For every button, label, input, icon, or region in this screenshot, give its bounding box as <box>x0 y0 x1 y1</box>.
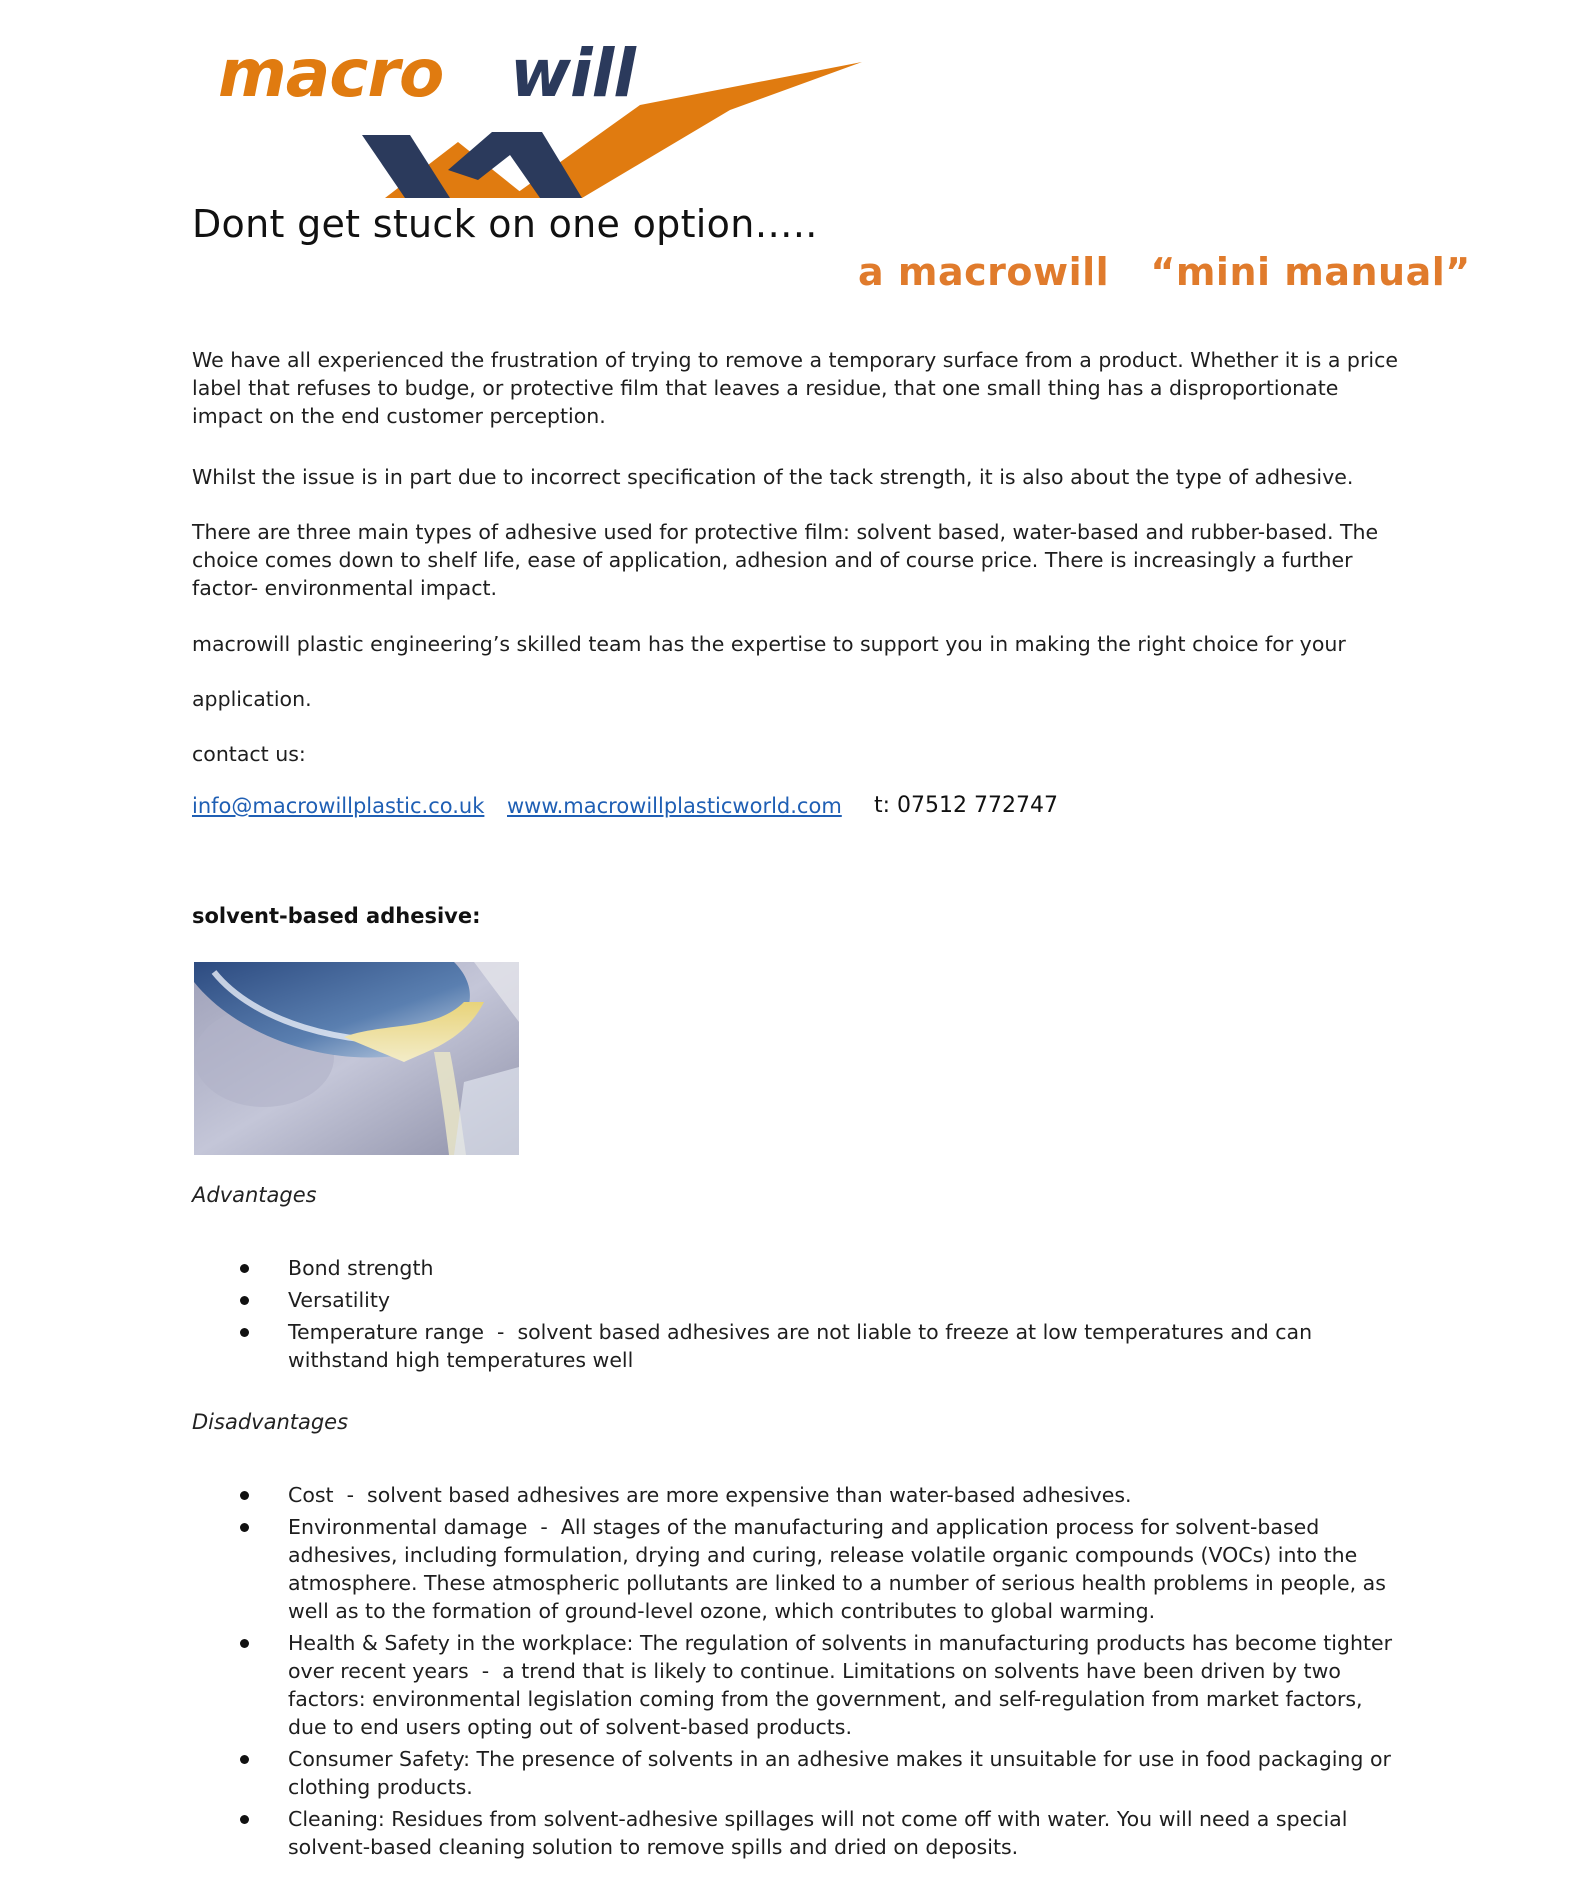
list-item <box>192 1805 1407 1861</box>
page-headline: Dont get stuck on one option….. <box>192 202 818 246</box>
contact-label: contact us: <box>192 742 306 766</box>
bullet-icon <box>240 1523 249 1532</box>
list-item-text: Consumer Safety: The presence of solvents in an adhesive makes it unsuitable for use in food packaging or clothing products. <box>288 1747 1391 1799</box>
list-item-text: Environmental damage - All stages of the manufacturing and application process for solvent-based adhesives, including formulation, drying and curing, release volatile organic compounds (VOCs) into the atmosphere. These atmospheric pollutants are linked to a number of serious health problems in people, as well as to the formation of ground-level ozone, which contributes to global warming. <box>288 1515 1386 1623</box>
list-item-text: Cleaning: Residues from solvent-adhesive spillages will not come off with water. You will need a special solvent-based cleaning solution to remove spills and dried on deposits. <box>288 1807 1348 1859</box>
email-link[interactable]: info@macrowillplastic.co.uk <box>192 794 485 818</box>
page-subheadline: a macrowill “mini manual” <box>858 250 1471 294</box>
list-item-text: Bond strength <box>288 1256 434 1280</box>
adhesive-types-paragraph: There are three main types of adhesive used for protective film: solvent based, water-based and rubber-based. The choice comes down to shelf life, ease of application, adhesion and of course price. There is increasingly a further factor- environmental impact. <box>192 520 1379 600</box>
list-item-text: Temperature range - solvent based adhesives are not liable to freeze at low temperatures and can withstand high temperatures well <box>288 1320 1313 1372</box>
intro-paragraph: We have all experienced the frustration of trying to remove a temporary surface from a product. Whether it is a price label that refuses to budge, or protective film that leaves a residue, that one small thing has a disproportionate impact on the end customer perception. <box>192 348 1398 428</box>
list-item <box>192 1286 1407 1314</box>
phone-number: t: 07512 772747 <box>874 793 1058 818</box>
expertise-paragraph-continued: application. <box>192 687 312 711</box>
list-item <box>192 1481 1407 1509</box>
list-item <box>192 1745 1407 1801</box>
bullet-icon <box>240 1264 249 1273</box>
bullet-icon <box>240 1491 249 1500</box>
bullet-icon <box>240 1815 249 1824</box>
disadvantages-label: Disadvantages <box>192 1410 349 1434</box>
list-item <box>192 1254 1407 1282</box>
tack-strength-paragraph: Whilst the issue is in part due to incorrect specification of the tack strength, it is also about the type of adhesive. <box>192 465 1354 489</box>
list-item-text: Versatility <box>288 1288 391 1312</box>
advantages-label: Advantages <box>192 1183 317 1207</box>
expertise-paragraph: macrowill plastic engineering’s skilled team has the expertise to support you in making the right choice for your <box>192 632 1346 656</box>
logo-word-macro: macro <box>218 35 444 112</box>
advantages-list <box>192 1254 1407 1374</box>
list-item <box>192 1513 1407 1625</box>
list-item-text: Cost - solvent based adhesives are more expensive than water-based adhesives. <box>288 1483 1132 1507</box>
disadvantages-list <box>192 1481 1407 1861</box>
list-item <box>192 1629 1407 1741</box>
bullet-icon <box>240 1328 249 1337</box>
bullet-icon <box>240 1755 249 1764</box>
adhesive-pouring-photo <box>194 962 519 1155</box>
list-item <box>192 1318 1407 1374</box>
logo-word-will: will <box>510 35 635 112</box>
bullet-icon <box>240 1296 249 1305</box>
macrowill-logo-graphic <box>210 30 870 205</box>
list-item-text: Health & Safety in the workplace: The regulation of solvents in manufacturing products has become tighter over recent years - a trend that is likely to continue. Limitations on solvents have been driven by two factors: environmental legislation coming from the government, and self-regulation from market factors, due to end users opting out of solvent-based products. <box>288 1631 1393 1739</box>
macrowill-logo <box>210 30 870 205</box>
website-link[interactable]: www.macrowillplasticworld.com <box>507 794 842 818</box>
adhesive-photo-graphic <box>194 962 519 1155</box>
section-title: solvent-based adhesive: <box>192 904 481 928</box>
bullet-icon <box>240 1639 249 1648</box>
